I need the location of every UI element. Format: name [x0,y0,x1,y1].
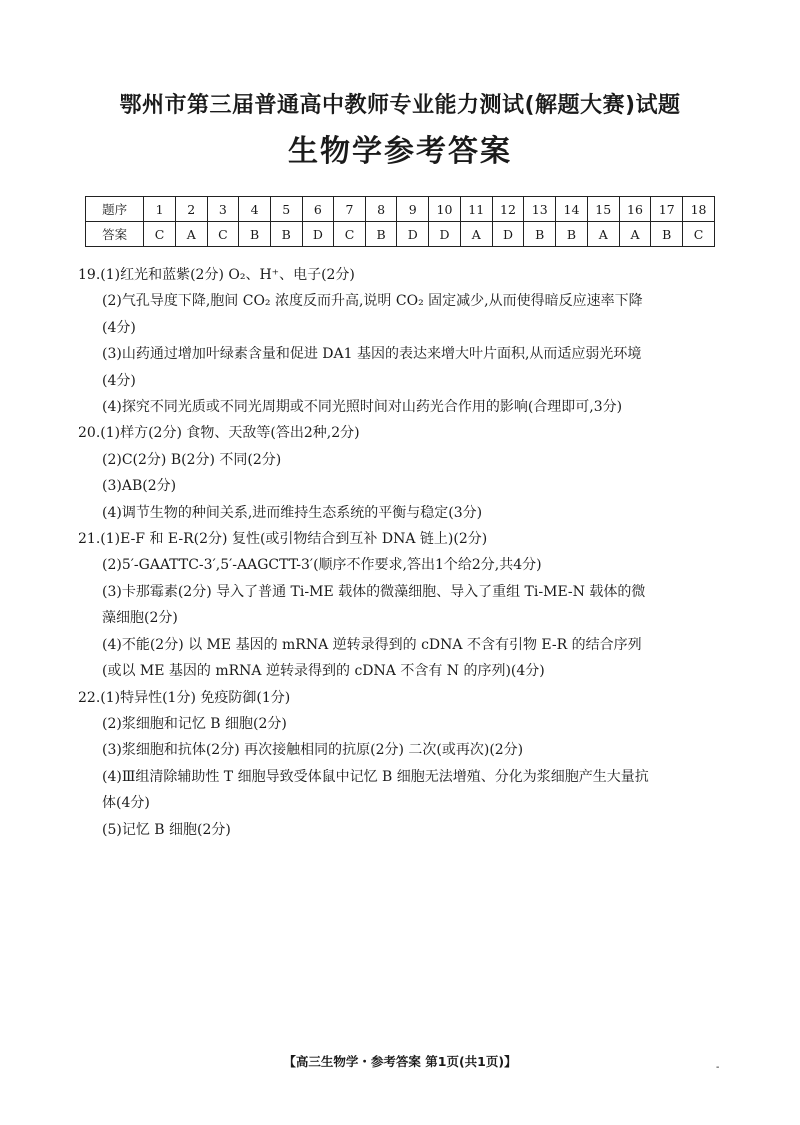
answer-line: 20.(1)样方(2分) 食物、天敌等(答出2种,2分) [78,425,360,442]
question-21 [78,526,730,684]
answer-table-answer-row [86,222,715,247]
question-number: 8 [365,197,397,222]
answer-line: (5)记忆 B 细胞(2分) [102,821,231,838]
question-20 [78,420,730,526]
answer-line: (2)浆细胞和记忆 B 细胞(2分) [102,715,287,732]
answer-cell: C [334,222,366,247]
answer-cell: B [365,222,397,247]
question-number: 12 [492,197,524,222]
answer-line: (2)C(2分) B(2分) 不同(2分) [102,451,282,468]
question-number: 11 [460,197,492,222]
answer-line: 藻细胞(2分) [102,610,178,627]
answer-line: (3)卡那霉素(2分) 导入了普通 Ti-ME 载体的微藻细胞、导入了重组 Ti-ME-N 载体的微 [102,583,646,600]
answer-cell: B [651,222,683,247]
row-label-number: 题序 [86,197,144,222]
page-footer: 【高三生物学・参考答案 第1页(共1页)】 [283,1054,517,1069]
answer-line: (3)AB(2分) [102,478,177,495]
answer-table-number-row [86,197,715,222]
answer-cell: A [619,222,651,247]
answer-cell: C [144,222,176,247]
answer-line: (4)Ⅲ组清除辅助性 T 细胞导致受体鼠中记忆 B 细胞无法增殖、分化为浆细胞产生大量抗 [102,768,649,785]
question-number: 13 [524,197,556,222]
answer-line: (4分) [102,319,136,336]
answer-cell: D [429,222,461,247]
answer-content [78,262,730,843]
answer-line: 体(4分) [102,795,150,812]
answer-cell: C [683,222,715,247]
question-number: 16 [619,197,651,222]
answer-cell: A [587,222,619,247]
answer-line: (或以 ME 基因的 mRNA 逆转录得到的 cDNA 不含有 N 的序列)(4分) [102,663,545,680]
document-title: 鄂州市第三届普通高中教师专业能力测试(解题大赛)试题 [119,93,681,118]
question-number: 9 [397,197,429,222]
corner-mark: - [716,1062,720,1073]
question-19 [78,262,730,420]
answer-line: (3)浆细胞和抗体(2分) 再次接触相同的抗原(2分) 二次(或再次)(2分) [102,742,524,759]
answer-cell: D [397,222,429,247]
answer-line: (4)不能(2分) 以 ME 基因的 mRNA 逆转录得到的 cDNA 不含有引物 E-R 的结合序列 [102,636,642,653]
answer-cell: D [302,222,334,247]
row-label-answer: 答案 [86,222,144,247]
question-number: 3 [207,197,239,222]
answer-line: (4)探究不同光质或不同光周期或不同光照时间对山药光合作用的影响(合理即可,3分) [102,399,623,416]
question-number: 5 [270,197,302,222]
question-number: 15 [587,197,619,222]
answer-line: 21.(1)E-F 和 E-R(2分) 复性(或引物结合到互补 DNA 链上)(2分) [78,531,488,548]
question-number: 18 [683,197,715,222]
answer-line: 19.(1)红光和蓝紫(2分) O₂、H⁺、电子(2分) [78,267,355,283]
question-number: 2 [175,197,207,222]
question-number: 6 [302,197,334,222]
answer-cell: B [556,222,588,247]
answer-line: (2)气孔导度下降,胞间 CO₂ 浓度反而升高,说明 CO₂ 固定减少,从而使得暗反应速率下降 [102,293,643,310]
answer-cell: B [239,222,271,247]
question-22 [78,685,730,843]
answer-line: (4)调节生物的种间关系,进而维持生态系统的平衡与稳定(3分) [102,504,483,521]
answer-cell: B [270,222,302,247]
answer-cell: C [207,222,239,247]
question-number: 4 [239,197,271,222]
answer-line: (2)5′-GAATTC-3′,5′-AAGCTT-3′(顺序不作要求,答出1个给2分,共4分) [102,557,542,574]
question-number: 17 [651,197,683,222]
answer-line: 22.(1)特异性(1分) 免疫防御(1分) [78,689,291,706]
answer-cell: A [460,222,492,247]
answer-cell: A [175,222,207,247]
answer-line: (4分) [102,372,136,389]
answer-cell: D [492,222,524,247]
question-number: 14 [556,197,588,222]
document-subtitle: 生物学参考答案 [288,134,512,169]
answer-table [85,196,715,247]
answer-cell: B [524,222,556,247]
question-number: 10 [429,197,461,222]
answer-line: (3)山药通过增加叶绿素含量和促进 DA1 基因的表达来增大叶片面积,从而适应弱光环境 [102,346,642,363]
question-number: 1 [144,197,176,222]
question-number: 7 [334,197,366,222]
